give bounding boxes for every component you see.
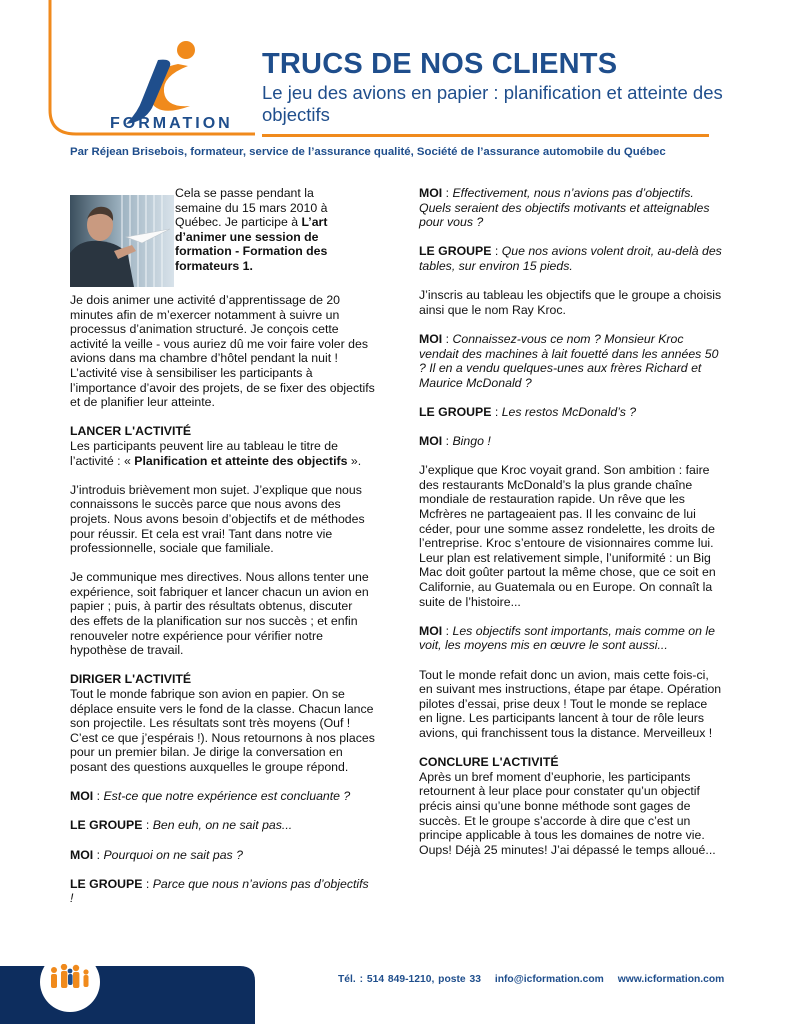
footer-contact <box>338 974 734 985</box>
section-heading-diriger: DIRIGER L'ACTIVITÉ <box>70 672 192 687</box>
man-with-paper-plane-photo <box>70 195 174 287</box>
right-column <box>419 186 724 872</box>
paragraph: Tout le monde refait donc un avion, mais cette fois-ci, en suivant mes instructions, étape par étape. Opération pilotes d’essai, prise deux ! Tout le monde se replace en ligne. Les participants lancent à tour de rôle leurs avions, qui franchissent tous la distance. Merveilleux ! <box>419 667 722 740</box>
logo-wordmark: FORMATION <box>110 115 233 132</box>
intro-lead: Cela se passe pendant la semaine du 15 mars 2010 à Québec. Je participe à <box>175 186 328 230</box>
dialogue-line: MOI : Effectivement, nous n’avions pas d’objectifs. Quels seraient des objectifs motivants et atteignables pour vous ? <box>419 186 710 230</box>
dialogue-line: MOI : Les objectifs sont importants, mais comme on le voit, les moyens mis en œuvre le sont aussi... <box>419 623 715 653</box>
section-heading-conclure: CONCLURE L'ACTIVITÉ <box>419 755 559 770</box>
intro-paragraph <box>175 186 355 274</box>
dialogue-line: LE GROUPE : Que nos avions volent droit, au-delà des tables, sur environ 15 pieds. <box>419 244 722 273</box>
intro-course-name: L’art d’animer une session de formation - Formation des formateurs 1. <box>175 215 328 273</box>
footer-phone: Tél. : 514 849-1210, poste 33 <box>338 974 481 985</box>
paragraph: Après un bref moment d’euphorie, les participants retournent à leur place pour constater qu’un objectif précis ainsi qu’une bonne méthode sont gages de succès. Et le groupe s’accorde à dire que c’est un principe applicable à tous les domaines de notre vie. Oups! Déjà 25 minutes! J’ai dépassé le temps alloué... <box>419 769 716 857</box>
page-title: TRUCS DE NOS CLIENTS <box>262 48 618 80</box>
paragraph: Je communique mes directives. Nous allons tenter une expérience, soit fabriquer et lancer chacun un avion en papier ; puis, à partir des résultats obtenus, discuter des effets de la planification sur nos succès ; et enfin renouveler notre expérience pour vérifier notre hypothèse de travail. <box>70 570 369 658</box>
footer-website-link[interactable]: www.icformation.com <box>617 974 725 985</box>
author-byline: Par Réjean Brisebois, formateur, service de l’assurance qualité, Société de l’assurance automobile du Québec <box>70 146 666 158</box>
header-divider <box>262 134 709 137</box>
dialogue-line: LE GROUPE : Parce que nous n’avions pas d’objectifs ! <box>70 876 369 906</box>
paragraph: J’introduis brièvement mon sujet. J’explique que nous connaissons le succès parce que nous avons des projets. Nous avons besoin d’objectifs et de méthodes pour réussir. Et cela est vrai! Tant dans notre vie professionnelle, sociale que familiale. <box>70 482 365 556</box>
dialogue-line: MOI : Pourquoi on ne sait pas ? <box>70 847 243 862</box>
ic-formation-logo <box>40 0 255 140</box>
section-heading-lancer: LANCER L'ACTIVITÉ <box>70 424 192 439</box>
dialogue-line: MOI : Connaissez-vous ce nom ? Monsieur Kroc vendait des machines à lait fouetté dans les années 50 ? Il en a vendu quelques-unes aux frères Richard et Maurice McDonald ? <box>419 331 719 390</box>
paragraph: J’inscris au tableau les objectifs que le groupe a choisis ainsi que le nom Ray Kroc. <box>419 288 722 317</box>
paragraph: Je dois animer une activité d’apprentissage de 20 minutes afin de m’exercer notamment à suivre un processus d’animation structuré. Je conçois cette activité la veille - vous auriez dû me voir faire voler des avions dans ma chambre d’hôtel pendant la nuit ! L’activité vise à sensibiliser les participants à l’importance d’avoir des projets, de se fixer des objectifs et de planifier leur atteinte. <box>70 293 375 410</box>
paragraph: Tout le monde fabrique son avion en papier. On se déplace ensuite vers le fond de la classe. Chacun lance son projectile. Les résultats sont très moyens (Ouf ! C’est ce que j’espérais !). Nous retournons à nos places pour un premier bilan. Je dirige la conversation en posant des questions auxquelles le groupe répond. <box>70 687 375 774</box>
page-subtitle: Le jeu des avions en papier : planification et atteinte des objectifs <box>262 82 723 125</box>
footer-email-link[interactable]: info@icformation.com <box>494 974 604 985</box>
dialogue-line: LE GROUPE : Les restos McDonald’s ? <box>419 404 637 419</box>
dialogue-line: MOI : Bingo ! <box>419 434 491 449</box>
paragraph: Les participants peuvent lire au tableau le titre de l’activité : « Planification et atteinte des objectifs ». <box>70 438 362 468</box>
dialogue-line: MOI : Est-ce que notre expérience est concluante ? <box>70 789 351 804</box>
dialogue-line: LE GROUPE : Ben euh, on ne sait pas... <box>70 818 293 833</box>
footer-people-logo <box>0 964 255 1024</box>
paragraph: J’explique que Kroc voyait grand. Son ambition : faire des restaurants McDonald’s la plus grande chaîne mondiale de restauration rapide. Un rêve que les Mcfrères ne partageaient pas. Il les convainc de lui céder, pour une somme assez rondelette, les droits de l’entreprise. Kroc s’entoure de visionnaires comme lui. Leur plan est relativement simple, l’uniformité : un Big Mac doit goûter partout la même chose, que ce soit en Californie, au Guatemala ou en Europe. On connaît la suite de l’histoire... <box>419 463 716 609</box>
left-column <box>70 293 375 921</box>
